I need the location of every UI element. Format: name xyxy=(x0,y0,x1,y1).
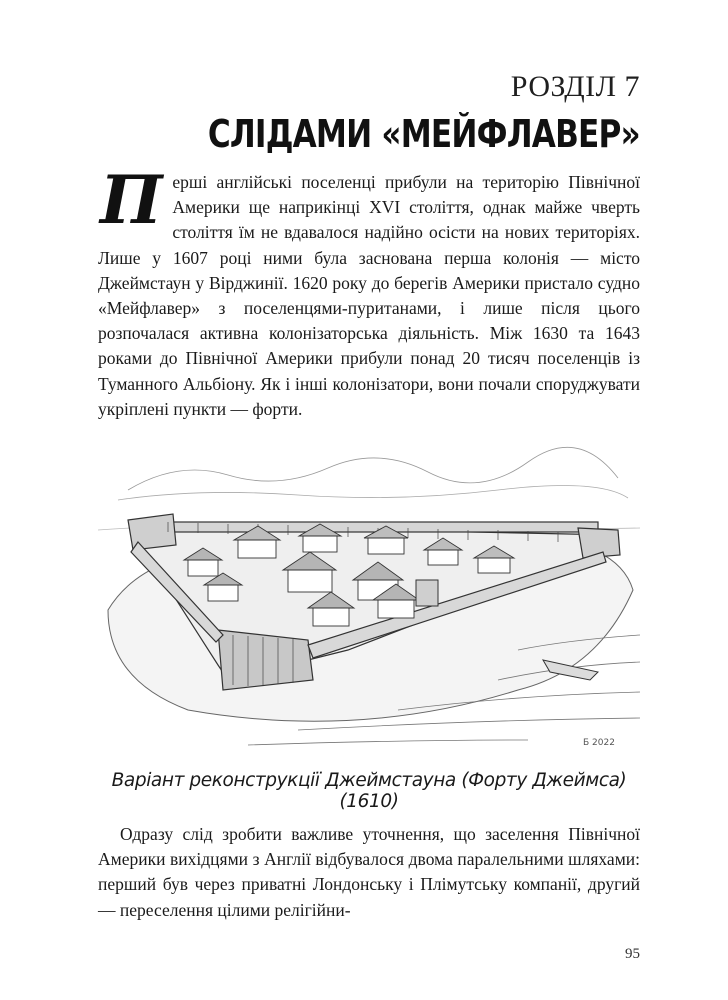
fort-illustration xyxy=(98,440,640,760)
artist-signature: Б 2022 xyxy=(583,738,615,748)
intro-text: ерші англійські поселенці прибули на територію Північної Америки ще наприкінці XVI століття, однак майже чверть століття їм не вдавалося надійно осісти на нових територіях. Лише у 1607 році ними була заснована перша колонія — місто Джеймстаун у Вірджинії. 1620 року до берегів Америки пристало судно «Мейфлавер» з поселенцями-пуританами, і лише після цього розпочалася активна колонізаторська діяльність. Між 1630 та 1643 роками до Північної Америки прибули понад 20 тисяч поселенців із Туманного Альбіону. Як і інші колонізатори, вони почали споруджувати укріплені пункти — форти. xyxy=(98,172,640,419)
body-paragraph: Одразу слід зробити важливе уточнення, що заселення Північної Америки вихідцями з Англії відбувалося двома паралельними шляхами: перший був через приватні Лондонську і Плімутську компанії, другий — переселення цілими релігійни- xyxy=(98,824,640,920)
chapter-title: СЛІДАМИ «МЕЙФЛАВЕР» xyxy=(208,112,640,156)
chapter-label: РОЗДІЛ 7 xyxy=(510,70,640,103)
figure-caption: Варіант реконструкції Джеймстауна (Форту Джеймса) (1610) xyxy=(111,770,627,812)
page-number: 95 xyxy=(625,946,640,962)
drop-cap: П xyxy=(100,161,163,239)
intro-paragraph xyxy=(98,161,640,422)
